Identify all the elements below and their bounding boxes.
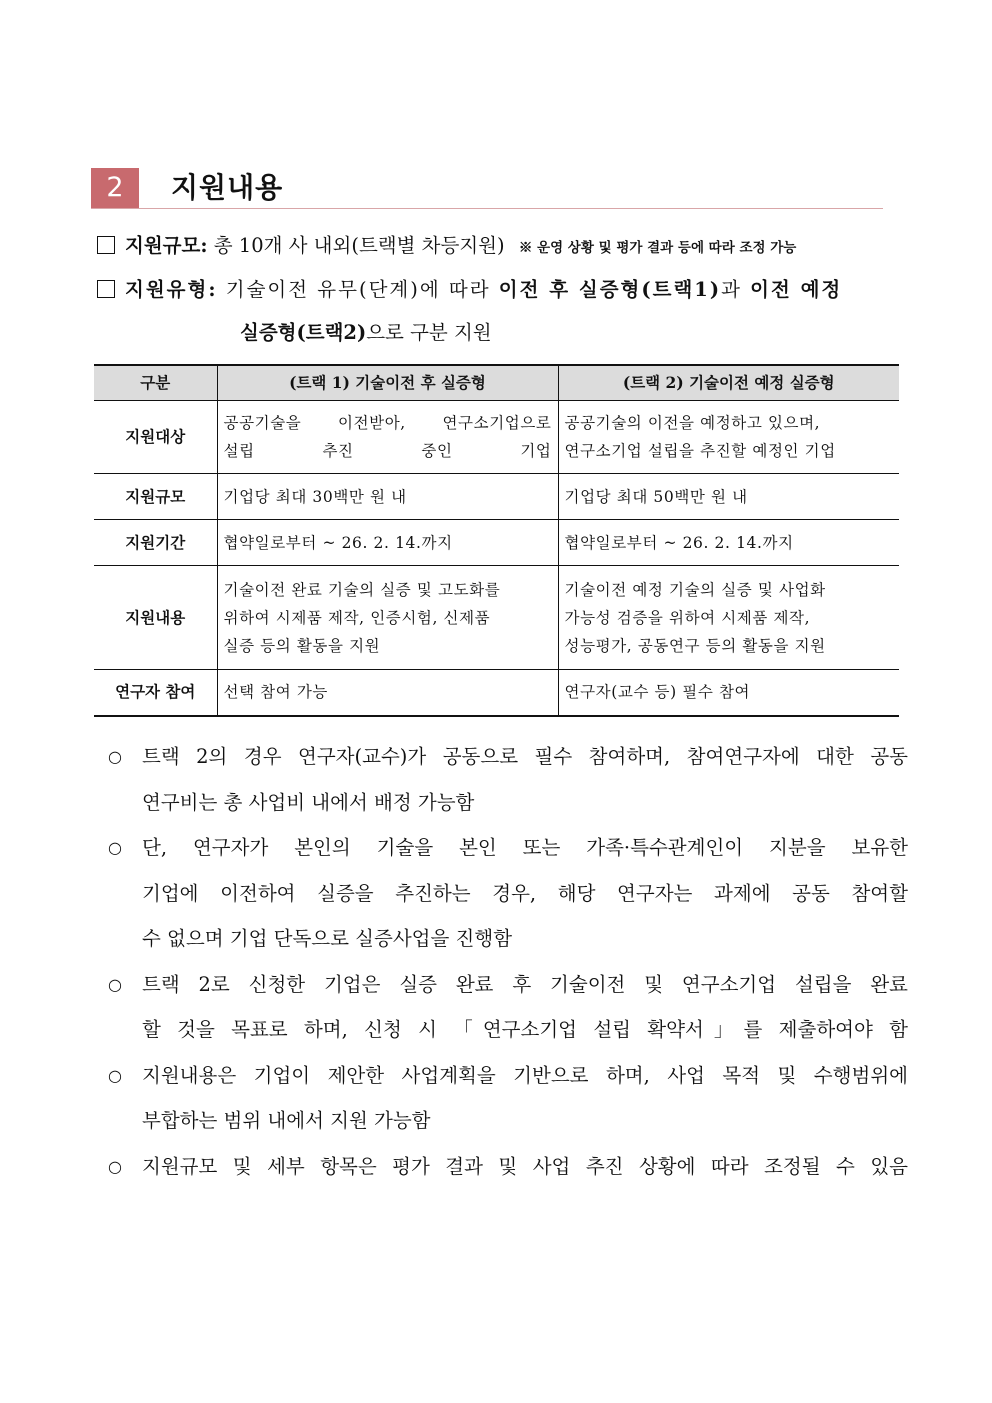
section-number-badge: 2 bbox=[91, 168, 139, 208]
row-head: 지원규모 bbox=[94, 474, 217, 520]
list-item bbox=[108, 734, 908, 825]
table-row bbox=[94, 566, 899, 670]
note-line: 트랙 2로 신청한 기업은 실증 완료 후 기술이전 및 연구소기업 설립을 완료 bbox=[142, 972, 908, 996]
track1-cell bbox=[217, 401, 558, 474]
track2-cell bbox=[558, 566, 899, 670]
circle-bullet-icon: ○ bbox=[108, 1156, 122, 1176]
item-support-scale bbox=[97, 230, 796, 258]
table-row bbox=[94, 520, 899, 566]
cell-line: 위하여 시제품 제작, 인증시험, 신제품 bbox=[223, 608, 491, 627]
cell-line: 연구소기업 설립을 추진할 예정인 기업 bbox=[564, 442, 836, 460]
row-head: 지원대상 bbox=[94, 401, 217, 474]
cell-line: 성능평가, 공동연구 등의 활동을 지원 bbox=[564, 636, 826, 655]
circle-bullet-icon: ○ bbox=[108, 747, 122, 766]
item-label: 지원유형: bbox=[125, 278, 218, 301]
table-row bbox=[94, 401, 899, 474]
item-support-type bbox=[97, 274, 842, 302]
note-line: 지원규모 및 세부 항목은 평가 결과 및 사업 추진 상황에 따라 조정될 수 있음 bbox=[142, 1154, 908, 1178]
note-line: 트랙 2의 경우 연구자(교수)가 공동으로 필수 참여하며, 참여연구자에 대한 공동 bbox=[142, 745, 908, 768]
section-heading bbox=[91, 168, 883, 210]
row-head: 연구자 참여 bbox=[94, 670, 217, 716]
list-item bbox=[108, 1144, 908, 1190]
list-item bbox=[108, 1053, 908, 1144]
note-line: 할 것을 목표로 하며, 신청 시 「연구소기업 설립 확약서」를 제출하여야 함 bbox=[142, 1018, 908, 1041]
circle-bullet-icon: ○ bbox=[108, 974, 122, 994]
cell-line: 기술이전 완료 기술의 실증 및 고도화를 bbox=[223, 580, 501, 599]
row-head: 지원기간 bbox=[94, 520, 217, 566]
circle-bullet-icon: ○ bbox=[108, 838, 122, 857]
section-underline bbox=[91, 208, 883, 209]
list-item bbox=[108, 825, 908, 962]
table-header-row bbox=[94, 365, 899, 401]
track1-cell: 협약일로부터 ~ 26. 2. 14.까지 bbox=[217, 520, 558, 566]
table-row bbox=[94, 670, 899, 716]
cell-line: 공공기술의 이전을 예정하고 있으며, bbox=[564, 414, 821, 432]
track1-cell: 선택 참여 가능 bbox=[217, 670, 558, 716]
cell-line: 가능성 검증을 위하여 시제품 제작, bbox=[564, 608, 811, 627]
header-category: 구분 bbox=[94, 365, 217, 401]
item-label: 지원규모: bbox=[125, 234, 208, 257]
note-line: 연구비는 총 사업비 내에서 배정 가능함 bbox=[142, 790, 475, 814]
note-line: 수 없으며 기업 단독으로 실증사업을 진행함 bbox=[142, 927, 513, 950]
item-support-type-continued bbox=[240, 317, 492, 345]
track2-cell: 기업당 최대 50백만 원 내 bbox=[558, 474, 899, 520]
track1-cell: 기업당 최대 30백만 원 내 bbox=[217, 474, 558, 520]
track2-cell bbox=[558, 401, 899, 474]
item-text-end: 으로 구분 지원 bbox=[366, 321, 492, 344]
circle-bullet-icon: ○ bbox=[108, 1065, 122, 1085]
cell-line: 공공기술을 이전받아, 연구소기업으로 bbox=[223, 414, 552, 432]
list-item bbox=[108, 962, 908, 1053]
item-note: ※ 운영 상황 및 평가 결과 등에 따라 조정 가능 bbox=[518, 240, 797, 256]
item-text-conj: 과 bbox=[721, 278, 742, 301]
header-track2: (트랙 2) 기술이전 예정 실증형 bbox=[558, 365, 899, 401]
note-line: 부합하는 범위 내에서 지원 가능함 bbox=[142, 1109, 431, 1132]
section-title: 지원내용 bbox=[171, 171, 284, 204]
row-head: 지원내용 bbox=[94, 566, 217, 670]
support-table bbox=[94, 364, 899, 717]
checkbox-square-icon bbox=[97, 236, 115, 254]
notes-list bbox=[108, 734, 908, 1189]
item-bold-track2-start: 이전 예정 bbox=[750, 278, 843, 301]
track2-cell: 협약일로부터 ~ 26. 2. 14.까지 bbox=[558, 520, 899, 566]
header-track1: (트랙 1) 기술이전 후 실증형 bbox=[217, 365, 558, 401]
item-text: 총 10개 사 내외(트랙별 차등지원) bbox=[213, 234, 505, 257]
note-line: 기업에 이전하여 실증을 추진하는 경우, 해당 연구자는 과제에 공동 참여할 bbox=[142, 881, 908, 905]
track2-cell: 연구자(교수 등) 필수 참여 bbox=[558, 670, 899, 716]
cell-line: 기술이전 예정 기술의 실증 및 사업화 bbox=[564, 580, 826, 599]
item-text: 기술이전 유무(단계)에 따라 bbox=[225, 278, 491, 301]
note-line: 지원내용은 기업이 제안한 사업계획을 기반으로 하며, 사업 목적 및 수행범위에 bbox=[142, 1063, 908, 1087]
checkbox-square-icon bbox=[97, 280, 115, 298]
cell-line: 실증 등의 활동을 지원 bbox=[223, 636, 381, 655]
note-line: 단, 연구자가 본인의 기술을 본인 또는 가족·특수관계인이 지분을 보유한 bbox=[142, 836, 908, 859]
table-row bbox=[94, 474, 899, 520]
track1-cell bbox=[217, 566, 558, 670]
item-bold-track1: 이전 후 실증형(트랙1) bbox=[498, 278, 722, 301]
cell-line: 설립 추진 중인 기업 bbox=[223, 442, 552, 460]
item-bold-track2-end: 실증형(트랙2) bbox=[240, 321, 367, 344]
